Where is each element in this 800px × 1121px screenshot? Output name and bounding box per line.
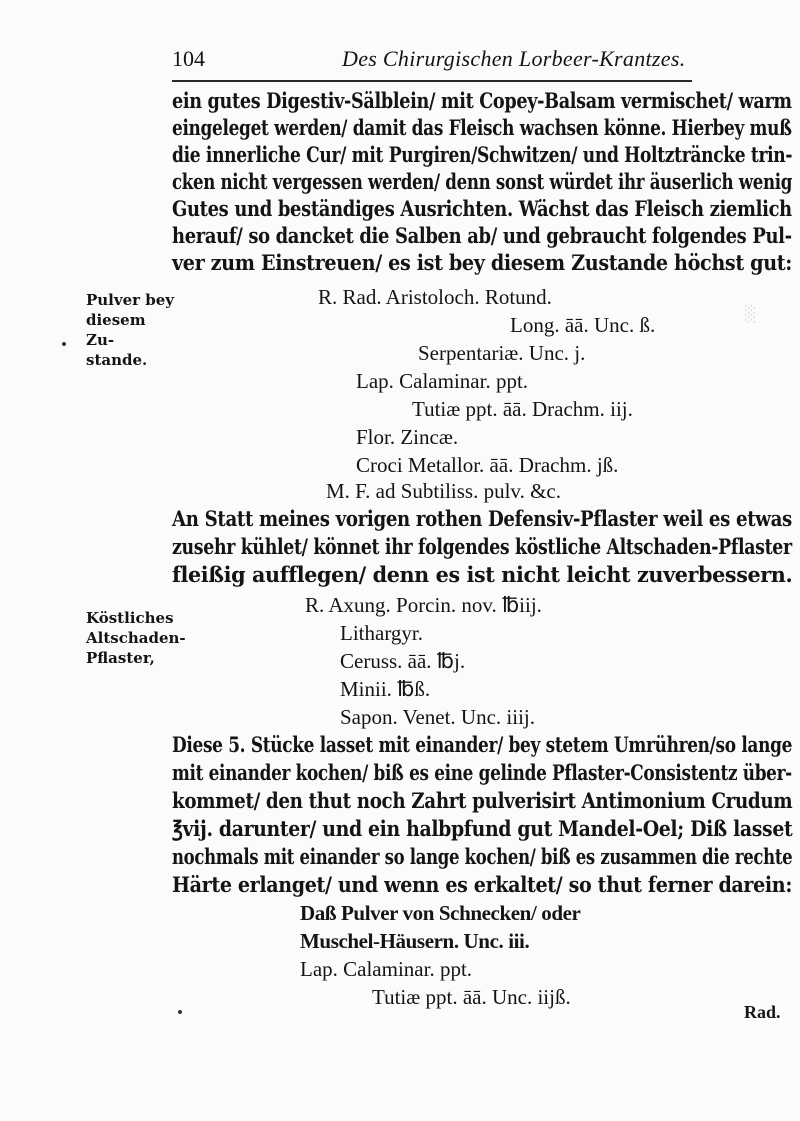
text-line: ein gutes Digestiv-Sälblein/ mit Copey-Balsam vermischet/ warm: [172, 88, 792, 113]
margin-note-pflaster: [86, 608, 186, 668]
recipe-line: Long. āā. Unc. ß.: [510, 313, 656, 337]
recipe-line: Croci Metallor. āā. Drachm. jß.: [356, 453, 619, 477]
text-line: fleißig aufflegen/ denn es ist nicht leicht zuverbessern.: [172, 562, 793, 587]
margin-note-line: Köstliches: [86, 609, 174, 627]
text-line: Härte erlanget/ und wenn es erkaltet/ so thut ferner darein:: [172, 872, 793, 897]
text-line: die innerliche Cur/ mit Purgiren/Schwitzen/ und Holtzträncke trin-: [172, 142, 793, 167]
text-line: ℥vij. darunter/ und ein halbpfund gut Mandel-Oel; Diß lasset: [172, 816, 793, 841]
recipe-line: Lap. Calaminar. ppt.: [356, 369, 529, 393]
ink-speck: [178, 1010, 182, 1014]
margin-note-pulver: [86, 290, 176, 370]
recipe-line: M. F. ad Subtiliss. pulv. &c.: [326, 479, 561, 503]
margin-note-line: stande.: [86, 351, 148, 369]
text-line: Gutes und beständiges Ausrichten. Wächst das Fleisch ziemlich: [172, 196, 792, 221]
recipe-line: R. Rad. Aristoloch. Rotund.: [318, 285, 552, 309]
ink-speck: [62, 342, 66, 346]
margin-note-line: Altschaden-: [86, 629, 186, 647]
recipe-line: Ceruss. āā. ℔j.: [340, 649, 466, 673]
text-line: kommet/ den thut noch Zahrt pulverisirt Antimonium Crudum: [172, 788, 793, 813]
text-line: Diese 5. Stücke lasset mit einander/ bey stetem Umrühren/so lange: [172, 732, 793, 757]
catchword: Rad.: [744, 1002, 781, 1022]
recipe-line: Flor. Zincæ.: [356, 425, 459, 449]
recipe-line: Minii. ℔ß.: [340, 677, 431, 701]
running-head: Des Chirurgischen Lorbeer-Krantzes.: [342, 46, 686, 71]
recipe-line: Daß Pulver von Schnecken/ oder: [300, 901, 581, 925]
header-rule: [172, 80, 692, 82]
text-line: eingeleget werden/ damit das Fleisch wachsen könne. Hierbey muß: [172, 115, 792, 140]
text-line: herauf/ so dancket die Salben ab/ und gebraucht folgendes Pul-: [172, 223, 792, 248]
margin-note-line: diesem Zu-: [86, 311, 146, 349]
recipe-line: Muschel-Häusern. Unc. iii.: [300, 929, 530, 953]
recipe-line: Tutiæ ppt. āā. Drachm. iij.: [412, 397, 633, 421]
text-line: mit einander kochen/ biß es eine gelinde Pflaster-Consistentz über-: [172, 760, 792, 785]
page-number: 104: [172, 46, 205, 71]
recipe-line: Tutiæ ppt. āā. Unc. iijß.: [372, 985, 571, 1009]
margin-note-line: Pulver bey: [86, 291, 175, 309]
page-header: [172, 46, 692, 80]
recipe-line: Lap. Calaminar. ppt.: [300, 957, 473, 981]
recipe-line: Serpentariæ. Unc. j.: [418, 341, 586, 365]
text-line: cken nicht vergessen werden/ denn sonst würdet ihr äuserlich wenig: [172, 169, 793, 194]
recipe-line: R. Axung. Porcin. nov. ℔iij.: [305, 593, 542, 617]
recipe-line: Sapon. Venet. Unc. iiij.: [340, 705, 536, 729]
recipe-line: Lithargyr.: [340, 621, 424, 645]
show-through-text: ░: [745, 305, 757, 323]
text-line: An Statt meines vorigen rothen Defensiv-Pflaster weil es etwas: [172, 506, 792, 531]
text-line: zusehr kühlet/ könnet ihr folgendes köstliche Altschaden-Pflaster: [172, 534, 792, 559]
text-line: nochmals mit einander so lange kochen/ biß es zusammen die rechte: [172, 844, 793, 869]
text-line: ver zum Einstreuen/ es ist bey diesem Zustande höchst gut:: [172, 250, 792, 275]
margin-note-line: Pflaster,: [86, 649, 155, 667]
